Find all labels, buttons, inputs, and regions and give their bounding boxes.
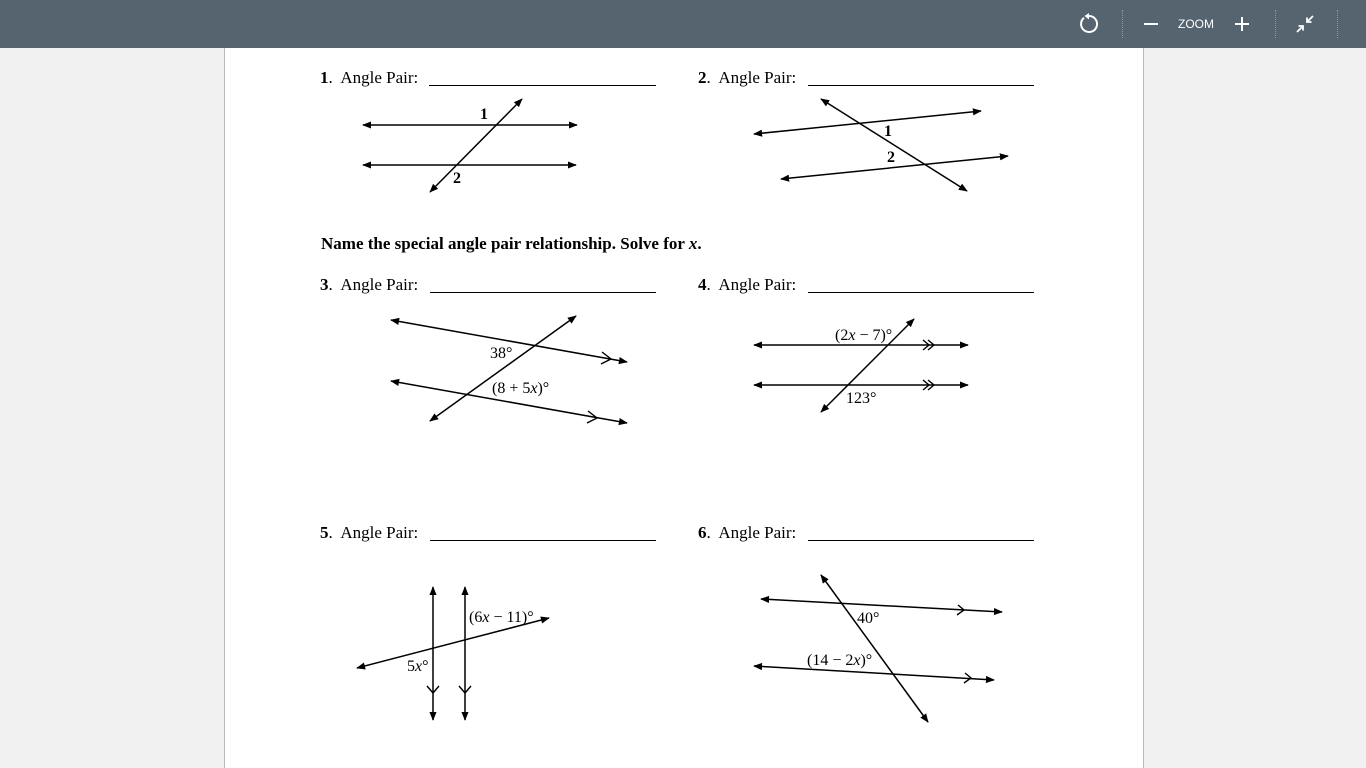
section-instruction: Name the special angle pair relationship. Solve for x. bbox=[321, 234, 702, 253]
angle-label: (8 + 5x)° bbox=[492, 380, 550, 397]
diagram-3 bbox=[391, 316, 627, 423]
zoom-out-icon bbox=[1143, 16, 1159, 32]
transversal bbox=[821, 99, 967, 191]
angle-label: (14 − 2x)° bbox=[807, 652, 873, 669]
transversal bbox=[430, 99, 522, 192]
angle-label: (2x − 7)° bbox=[835, 327, 893, 344]
worksheet-page bbox=[224, 48, 1144, 768]
angle-label: (6x − 11)° bbox=[469, 609, 534, 626]
angle-label: 38° bbox=[490, 345, 513, 362]
angle-label: 1 bbox=[884, 123, 892, 140]
zoom-in-button[interactable] bbox=[1225, 8, 1259, 40]
parallel-line bbox=[754, 666, 994, 680]
diagram-4 bbox=[754, 319, 968, 412]
angle-label: 123° bbox=[846, 390, 877, 407]
diagram-6 bbox=[754, 575, 1002, 722]
problem-4-header: 4. Angle Pair: bbox=[698, 275, 797, 294]
transversal bbox=[821, 575, 928, 722]
exit-fullscreen-icon bbox=[1295, 14, 1315, 34]
angle-label: 2 bbox=[453, 170, 461, 187]
transversal bbox=[430, 316, 576, 421]
angle-label: 1 bbox=[480, 106, 488, 123]
rotate-button[interactable] bbox=[1072, 8, 1106, 40]
problem-2-header: 2. Angle Pair: bbox=[698, 68, 797, 87]
toolbar-separator bbox=[1275, 10, 1276, 38]
viewer-toolbar bbox=[0, 0, 1366, 48]
zoom-label: ZOOM bbox=[1178, 17, 1214, 31]
diagram-1 bbox=[363, 99, 577, 192]
toolbar-separator bbox=[1337, 10, 1338, 38]
problem-5-header: 5. Angle Pair: bbox=[320, 523, 419, 542]
rotate-icon bbox=[1078, 13, 1100, 35]
angle-label: 5x° bbox=[407, 658, 429, 675]
line bbox=[754, 111, 981, 134]
angle-diagrams bbox=[225, 48, 1145, 768]
angle-label: 2 bbox=[887, 149, 895, 166]
problem-6-header: 6. Angle Pair: bbox=[698, 523, 797, 542]
diagram-2 bbox=[754, 99, 1008, 191]
diagram-5 bbox=[357, 587, 549, 720]
zoom-in-icon bbox=[1234, 16, 1250, 32]
parallel-line bbox=[761, 599, 1002, 612]
exit-fullscreen-button[interactable] bbox=[1288, 8, 1322, 40]
problem-1-header: 1. Angle Pair: bbox=[320, 68, 419, 87]
zoom-out-button[interactable] bbox=[1134, 8, 1168, 40]
problem-3-header: 3. Angle Pair: bbox=[320, 275, 419, 294]
angle-label: 40° bbox=[857, 610, 880, 627]
toolbar-separator bbox=[1122, 10, 1123, 38]
